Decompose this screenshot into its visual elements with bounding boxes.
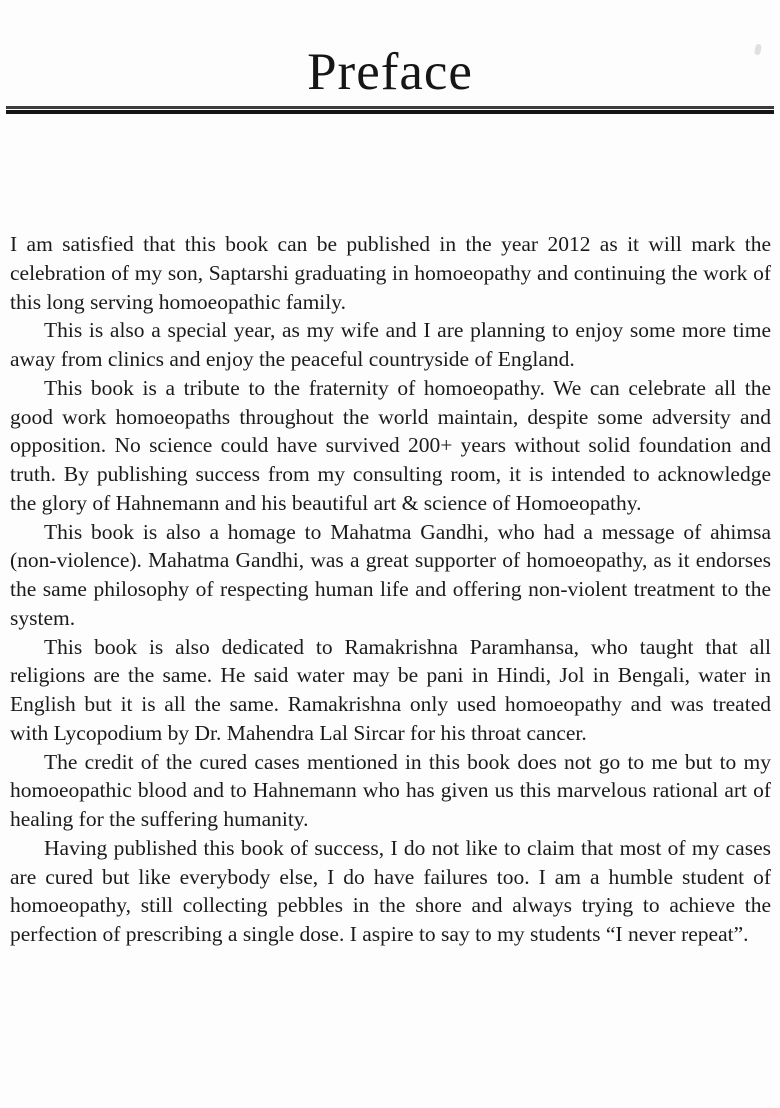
paragraph: This is also a special year, as my wife and I are planning to enjoy some more time away from clinics and enjoy the peaceful countryside of England. [10, 318, 771, 372]
paragraph: This book is also dedicated to Ramakrishna Paramhansa, who taught that all religions are the same. He said water may be pani in Hindi, Jol in Bengali, water in English but it is all the same. Ramakrishna only used homoeopathy and was treated with Lycopodium by Dr. Mahendra Lal Sircar for his throat cancer. [10, 634, 771, 745]
title-rule-thick-line [6, 110, 774, 114]
paragraph: I am satisfied that this book can be published in the year 2012 as it will mark the celebration of my son, Saptarshi graduating in homoeopathy and continuing the work of this long serving homoeopathic family. [10, 232, 771, 314]
title-rule [6, 106, 774, 114]
paragraph: The credit of the cured cases mentioned in this book does not go to me but to my homoeopathic blood and to Hahnemann who has given us this marvelous rational art of healing for the suffering humanity. [10, 749, 771, 832]
page-title: Preface [307, 43, 473, 101]
preface-body [10, 230, 771, 949]
paragraph: This book is also a homage to Mahatma Gandhi, who had a message of ahimsa (non-violence). Mahatma Gandhi, was a great supporter of homoeopathy, as it endorses the same philosophy of respecting human life and offering non-violent treatment to the system. [10, 519, 771, 630]
paragraph: Having published this book of success, I do not like to claim that most of my cases are cured but like everybody else, I do have failures too. I am a humble student of homoeopathy, still collecting pebbles in the shore and always trying to achieve the perfection of prescribing a single dose. I aspire to say to my students “I never repeat”. [10, 835, 771, 947]
paragraph: This book is a tribute to the fraternity of homoeopathy. We can celebrate all the good work homoeopaths throughout the world maintain, despite some adversity and opposition. No science could have survived 200+ years without solid foundation and truth. By publishing success from my consulting room, it is intended to acknowledge the glory of Hahnemann and his beautiful art & science of Homoeopathy. [10, 375, 771, 515]
